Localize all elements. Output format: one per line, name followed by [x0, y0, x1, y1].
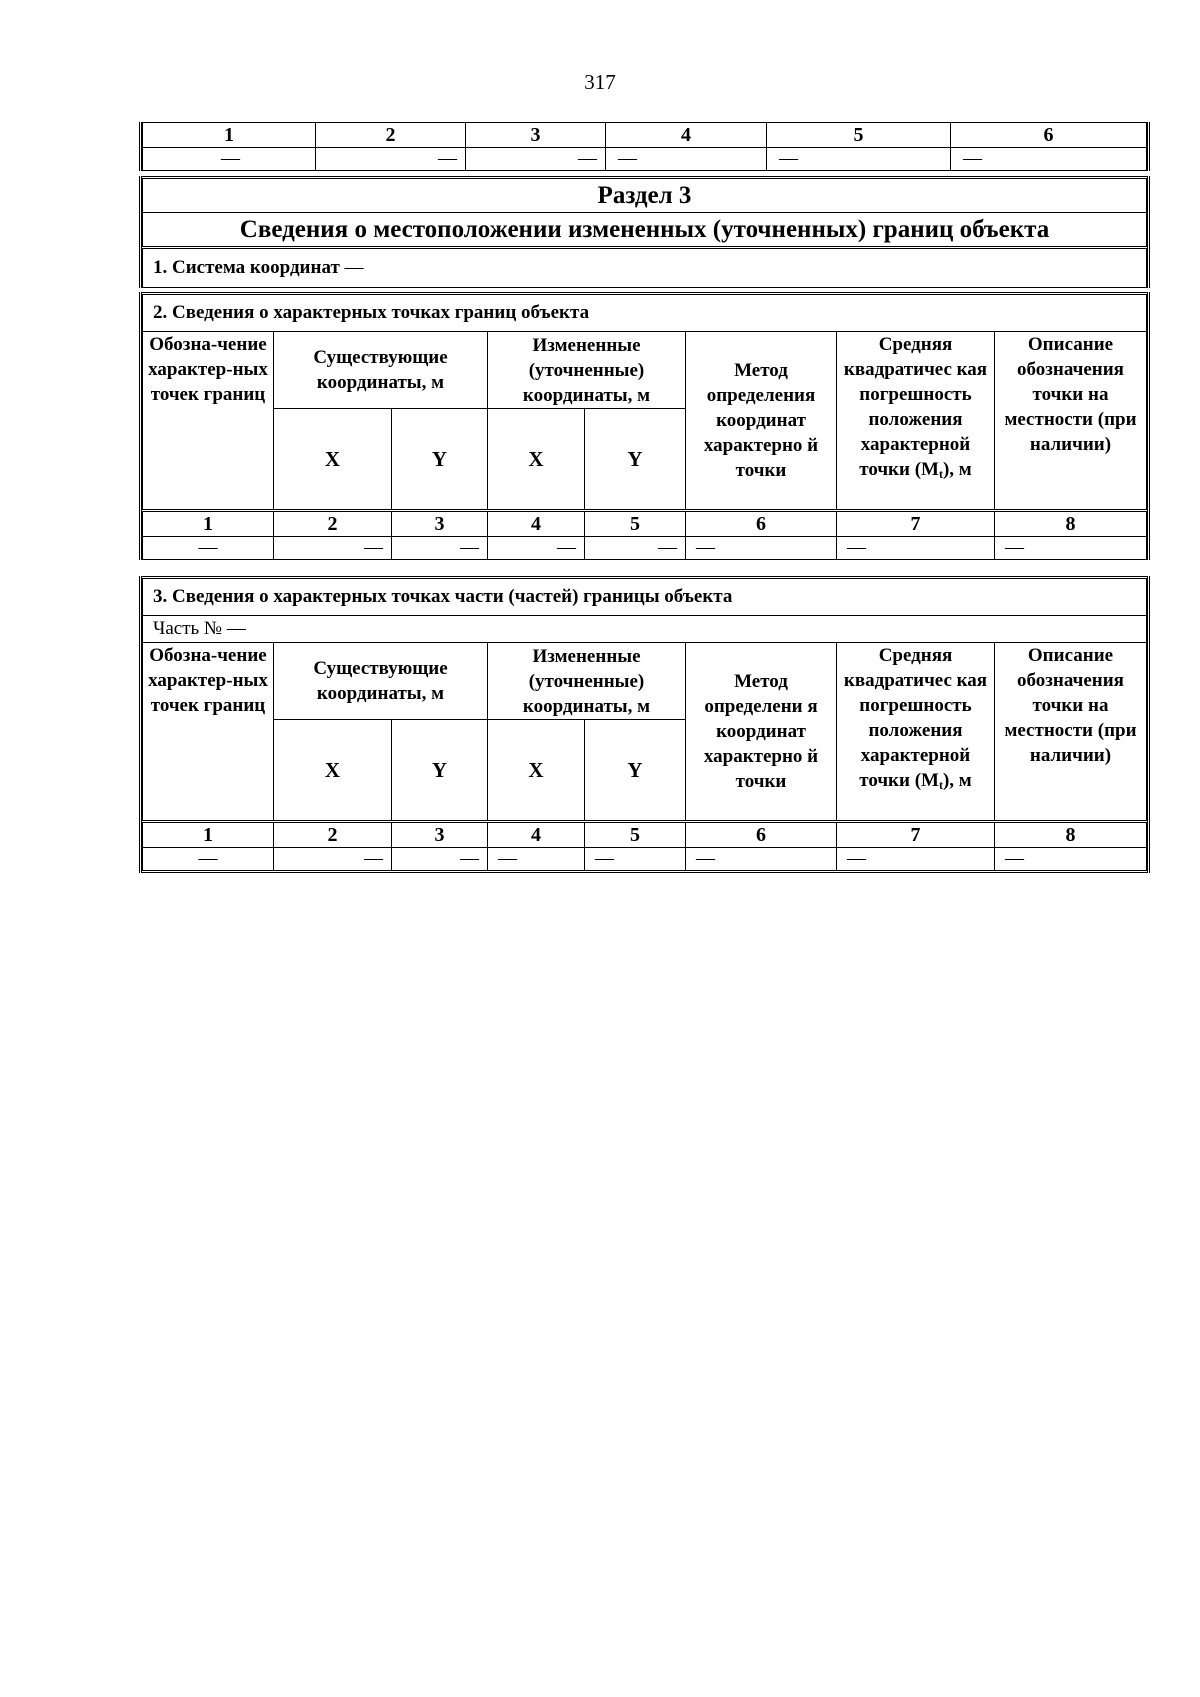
header-designation: Обозна-чение характер-ных точек границ	[143, 332, 274, 511]
cell-value: —	[316, 148, 466, 171]
header-method: Метод определения координат характерно й точки	[686, 332, 837, 511]
header-error-subscript: t	[938, 467, 943, 481]
header-method: Метод определени я координат характерно й точки	[686, 643, 837, 822]
col-number: 4	[488, 511, 585, 537]
coord-system-value: —	[344, 257, 364, 278]
header-existing: Существующие координаты, м	[274, 643, 488, 720]
cell-value: —	[585, 537, 686, 560]
col-number: 3	[392, 511, 488, 537]
section-title-block	[139, 176, 1150, 249]
header-error-suffix: ), м	[942, 459, 972, 480]
cell-value: —	[767, 148, 951, 171]
cell-value: —	[466, 148, 606, 171]
col-number: 6	[686, 511, 837, 537]
cell-value: —	[686, 537, 837, 560]
cell-value: —	[995, 537, 1147, 560]
part-number-label: Часть №	[153, 618, 223, 639]
header-x: X	[274, 720, 392, 822]
cell-value: —	[837, 537, 995, 560]
column-numbers-row	[143, 822, 1147, 848]
header-error-text: Средняя квадратичес кая погрешность положения характерной точки (M	[843, 334, 988, 480]
cell-value: —	[686, 848, 837, 872]
header-y: Y	[585, 720, 686, 822]
col-number: 8	[995, 511, 1147, 537]
section-subtitle: Сведения о местоположении измененных (уточненных) границ объекта	[143, 213, 1147, 248]
parts-label: 3. Сведения о характерных точках части (частей) границы объекта	[143, 578, 1147, 616]
col-number: 2	[274, 822, 392, 848]
section-title: Раздел 3	[143, 178, 1147, 213]
coord-system-block	[139, 248, 1150, 288]
col-number: 1	[143, 511, 274, 537]
cell-value: —	[585, 848, 686, 872]
cell-value: —	[392, 537, 488, 560]
col-number: 5	[585, 822, 686, 848]
col-number: 5	[585, 511, 686, 537]
table-row	[143, 848, 1147, 872]
header-y: Y	[392, 409, 488, 511]
header-x: X	[274, 409, 392, 511]
part-number-row	[143, 616, 1147, 643]
part-number-value: —	[226, 618, 246, 639]
column-numbers-row	[143, 511, 1147, 537]
header-error-subscript: t	[938, 778, 943, 792]
header-error-text: Средняя квадратичес кая погрешность положения характерной точки (M	[843, 645, 988, 791]
cell-value: —	[274, 537, 392, 560]
column-numbers-row	[143, 123, 1147, 148]
col-number: 4	[606, 123, 767, 148]
header-changed: Измененные (уточненные) координаты, м	[488, 332, 686, 409]
coord-system-label: 1. Система координат	[153, 257, 340, 278]
header-description: Описание обозначения точки на местности (при наличии)	[995, 643, 1147, 822]
col-number: 6	[686, 822, 837, 848]
cell-value: —	[951, 148, 1147, 171]
cell-value: —	[392, 848, 488, 872]
header-row	[143, 643, 1147, 720]
cell-value: —	[143, 537, 274, 560]
cell-value: —	[606, 148, 767, 171]
col-number: 1	[143, 822, 274, 848]
col-number: 3	[392, 822, 488, 848]
header-row	[143, 332, 1147, 409]
col-number: 4	[488, 822, 585, 848]
page-number: 317	[584, 70, 616, 94]
col-number: 2	[316, 123, 466, 148]
header-designation: Обозна-чение характер-ных точек границ	[143, 643, 274, 822]
parts-table	[139, 576, 1150, 873]
col-number: 1	[143, 123, 316, 148]
header-description: Описание обозначения точки на местности (при наличии)	[995, 332, 1147, 511]
header-x: X	[488, 409, 585, 511]
header-y: Y	[392, 720, 488, 822]
col-number: 7	[837, 511, 995, 537]
header-existing: Существующие координаты, м	[274, 332, 488, 409]
coord-system-row	[143, 249, 1147, 288]
cell-value: —	[488, 537, 585, 560]
header-y: Y	[585, 409, 686, 511]
cell-value: —	[143, 848, 274, 872]
cell-value: —	[837, 848, 995, 872]
header-x: X	[488, 720, 585, 822]
cell-value: —	[488, 848, 585, 872]
table-row	[143, 148, 1147, 171]
cell-value: —	[995, 848, 1147, 872]
header-error	[837, 332, 995, 511]
points-table	[139, 292, 1150, 560]
cell-value: —	[143, 148, 316, 171]
col-number: 8	[995, 822, 1147, 848]
col-number: 7	[837, 822, 995, 848]
points-label: 2. Сведения о характерных точках границ объекта	[143, 294, 1147, 332]
header-error-suffix: ), м	[942, 770, 972, 791]
table-row	[143, 537, 1147, 560]
col-number: 3	[466, 123, 606, 148]
header-changed: Измененные (уточненные) координаты, м	[488, 643, 686, 720]
col-number: 5	[767, 123, 951, 148]
continuation-table	[139, 122, 1150, 171]
cell-value: —	[274, 848, 392, 872]
col-number: 6	[951, 123, 1147, 148]
header-error	[837, 643, 995, 822]
col-number: 2	[274, 511, 392, 537]
